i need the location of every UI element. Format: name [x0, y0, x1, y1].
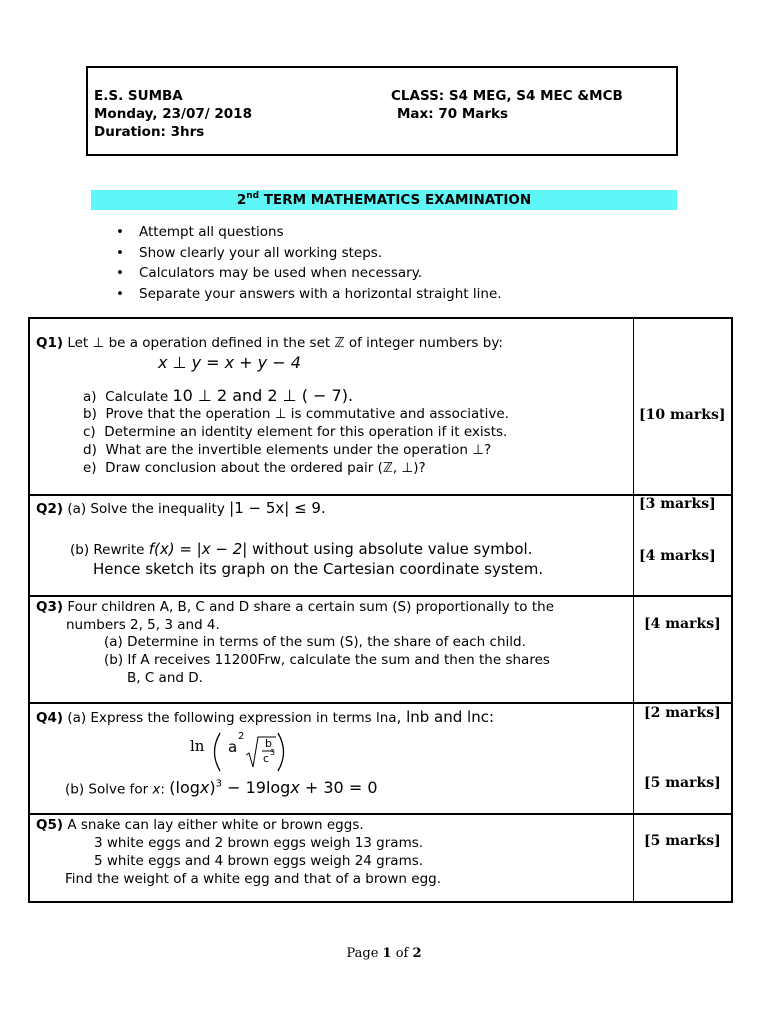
q2-part-b: (b) Rewrite f(x) = |x − 2| without using absolute value symbol. [70, 540, 533, 558]
row-divider [30, 702, 731, 704]
q4-expr-brackets [208, 731, 308, 773]
total-pages: 2 [412, 946, 422, 961]
q4-a-marks: [2 marks] [644, 705, 721, 721]
school-name: E.S. SUMBA [94, 88, 183, 104]
title-ordinal: 2 [236, 192, 247, 208]
row-divider [30, 813, 731, 815]
header-box [86, 66, 678, 156]
q1-part-e: e) Draw conclusion about the ordered pair (ℤ, ⊥)? [83, 460, 426, 476]
q4-expr-a: a [228, 738, 238, 756]
q3-line4: (b) If A receives 11200Frw, calculate the sum and then the shares [104, 652, 550, 668]
current-page: 1 [382, 946, 392, 961]
exam-title [91, 190, 677, 210]
left-paren [215, 733, 221, 771]
q5-line3: 5 white eggs and 4 brown eggs weigh 24 grams. [94, 853, 424, 869]
title-ordinal-suffix: nd [246, 191, 260, 201]
q3-line5: B, C and D. [127, 670, 203, 686]
q1-definition: x ⊥ y = x + y − 4 [158, 353, 301, 372]
q1-part-c: c) Determine an identity element for this operation if it exists. [83, 424, 508, 440]
instruction-item: • Attempt all questions [116, 222, 502, 243]
q5-line4: Find the weight of a white egg and that of a brown egg. [65, 871, 442, 887]
title-text: TERM MATHEMATICS EXAMINATION [259, 192, 532, 208]
questions-table [28, 317, 733, 903]
q3-line3: (a) Determine in terms of the sum (S), the share of each child. [104, 634, 526, 650]
q1-part-a: a) Calculate 10 ⊥ 2 and 2 ⊥ ( − 7). [83, 386, 354, 405]
q4-part-b: (b) Solve for x: $(\log x)^3 - 19\log x + 30 = 0$ [65, 778, 378, 798]
q2-label: Q2) [36, 501, 64, 517]
q4-part-a: Q4) (a) Express the following expression in terms lna, lnb and lnc: [36, 708, 495, 726]
q3-label: Q3) [36, 599, 64, 615]
instruction-item: • Show clearly your all working steps. [116, 243, 502, 264]
q2-b-line2: Hence sketch its graph on the Cartesian coordinate system. [93, 560, 544, 578]
row-divider [30, 494, 731, 496]
exam-class: CLASS: S4 MEG, S4 MEC &MCB [391, 88, 623, 104]
q2-b-marks: [4 marks] [639, 548, 716, 564]
q3-line1: Q3) Four children A, B, C and D share a certain sum (S) proportionally to the [36, 599, 555, 615]
q1-part-b: b) Prove that the operation ⊥ is commutative and associative. [83, 406, 509, 422]
q5-line2: 3 white eggs and 2 brown eggs weigh 13 grams. [94, 835, 424, 851]
q5-line1: Q5) A snake can lay either white or brown eggs. [36, 817, 364, 833]
q4-expr-ln: ln [190, 737, 205, 755]
q3-marks: [4 marks] [644, 616, 721, 632]
q4-expr-exp3: 3 [270, 748, 276, 757]
q1-part-d: d) What are the invertible elements under the operation ⊥? [83, 442, 492, 458]
max-marks: Max: 70 Marks [397, 106, 509, 122]
q5-marks: [5 marks] [644, 833, 721, 849]
q4-expr-c: c [263, 752, 270, 765]
q2-a-marks: [3 marks] [639, 496, 716, 512]
q3-line2: numbers 2, 5, 3 and 4. [66, 617, 220, 633]
exam-duration: Duration: 3hrs [94, 124, 205, 140]
q4-b-marks: [5 marks] [644, 775, 721, 791]
q4-expr-exp2: 2 [238, 731, 245, 742]
exam-date: Monday, 23/07/ 2018 [94, 106, 252, 122]
q5-label: Q5) [36, 817, 64, 833]
instructions-list [116, 222, 502, 304]
q1-label: Q1) [36, 335, 64, 351]
right-paren [278, 733, 284, 771]
q2-part-a: Q2) (a) Solve the inequality |1 − 5x| ≤ 9. [36, 499, 326, 517]
instruction-item: • Separate your answers with a horizontal straight line. [116, 284, 502, 305]
q1-intro: Q1) Let ⊥ be a operation defined in the set ℤ of integer numbers by: [36, 335, 503, 351]
page-footer: Page 1 of 2 [346, 946, 422, 961]
q4-label: Q4) [36, 710, 64, 726]
q4-expr-b: b [265, 737, 272, 750]
instruction-item: • Calculators may be used when necessary. [116, 263, 502, 284]
q1-marks: [10 marks] [639, 407, 726, 423]
row-divider [30, 595, 731, 597]
